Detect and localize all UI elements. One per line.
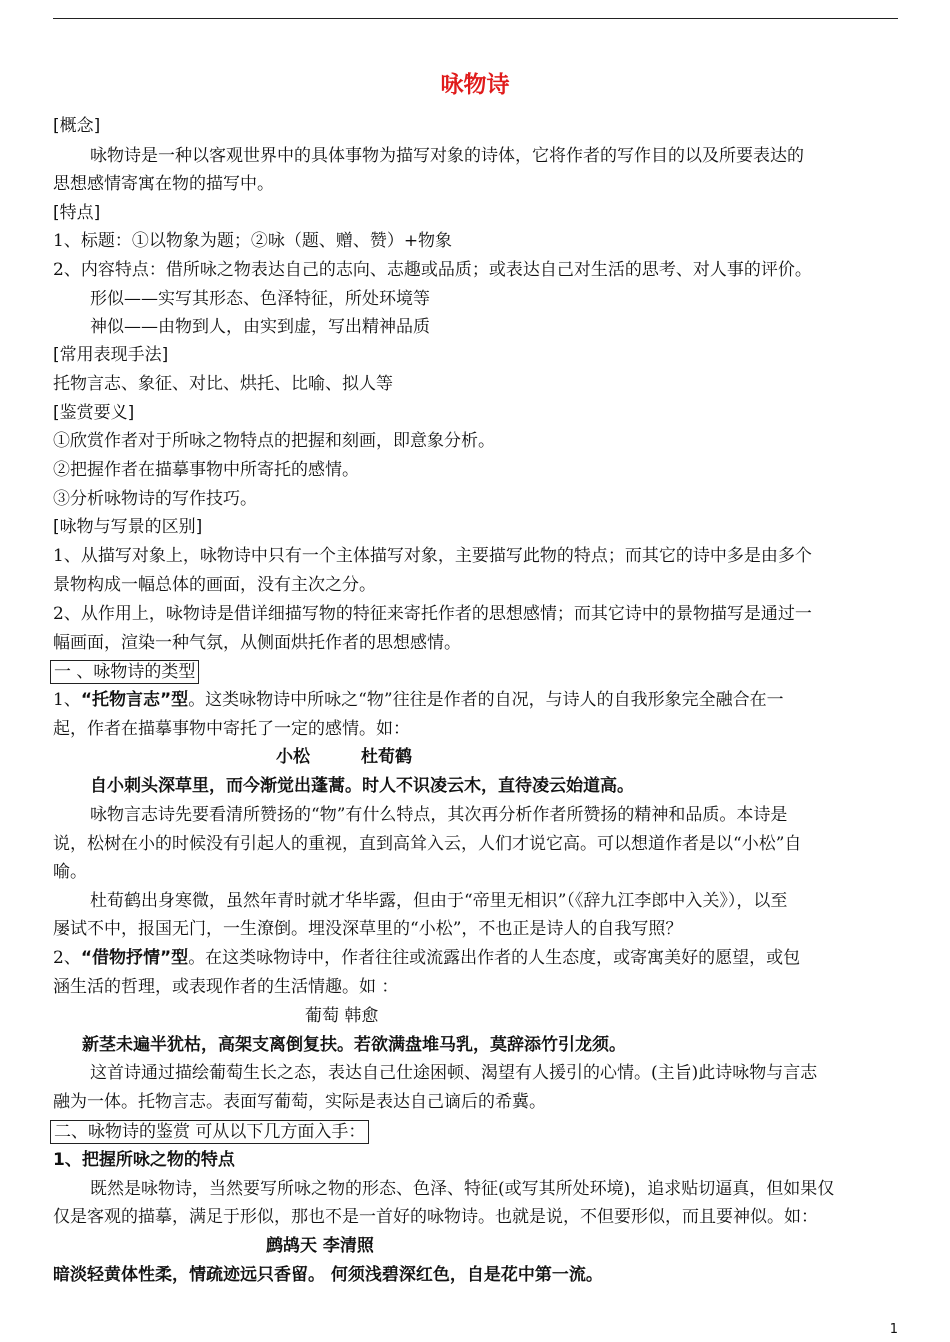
page-number: 1	[889, 1322, 898, 1337]
paragraph-line: 咏物诗是一种以客观世界中的具体事物为描写对象的诗体，它将作者的写作目的以及所要表达的	[90, 146, 804, 166]
paragraph-line: 仅是客观的描摹，满足于形似，那也不是一首好的咏物诗。也就是说，不但要形似，而且要神似。如：	[53, 1207, 818, 1227]
paragraph-line: 2、内容特点：借所咏之物表达自己的志向、志趣或品质；或表达自己对生活的思考、对人事的评价。	[53, 260, 812, 280]
paragraph-line: 屡试不中，报国无门，一生潦倒。埋没深草里的“小松”，不也正是诗人的自我写照？	[53, 919, 683, 939]
poem-text: 自小刺头深草里，而今渐觉出蓬蒿。时人不识凌云木，直待凌云始道高。	[90, 776, 634, 796]
text-run: 1、	[53, 690, 81, 710]
paragraph-line: 咏物言志诗先要看清所赞扬的“物”有什么特点，其次再分析作者所赞扬的精神和品质。本诗是	[90, 805, 788, 825]
paragraph-line	[53, 947, 800, 969]
paragraph-line: 喻。	[53, 862, 87, 882]
boxed-heading: 二、咏物诗的鉴赏 可从以下几方面入手：	[50, 1120, 369, 1144]
header-rule	[53, 18, 898, 19]
text-run: 。在这类咏物诗中，作者往往或流露出作者的人生态度，或寄寓美好的愿望，或包	[188, 948, 801, 968]
paragraph-line: 起，作者在描摹事物中寄托了一定的感情。如：	[53, 719, 410, 739]
poem-title: 葡萄 韩愈	[305, 1006, 379, 1026]
paragraph-line: 神似——由物到人，由实到虚，写出精神品质	[90, 317, 430, 337]
section-heading-difference: [咏物与写景的区别]	[53, 517, 203, 537]
section-heading-types	[53, 660, 199, 684]
paragraph-line: 景物构成一幅总体的画面，没有主次之分。	[53, 575, 376, 595]
paragraph-line: ③分析咏物诗的写作技巧。	[53, 489, 257, 509]
paragraph-line: 说，松树在小的时候没有引起人的重视，直到高耸入云，人们才说它高。可以想道作者是以“小松”自	[53, 834, 802, 854]
bold-run: “托物言志”型	[80, 690, 189, 710]
section-heading-techniques: [常用表现手法]	[53, 345, 169, 365]
poem-title: 小松 杜荀鹤	[276, 747, 412, 767]
poem-title: 鹧鸪天 李清照	[266, 1236, 374, 1256]
poem-text: 新茎未遍半犹枯，高架支离倒复扶。若欲满盘堆马乳，莫辞添竹引龙须。	[82, 1035, 626, 1055]
paragraph-line: 形似——实写其形态、色泽特征，所处环境等	[90, 289, 430, 309]
paragraph-line: ②把握作者在描摹事物中所寄托的感情。	[53, 460, 359, 480]
paragraph-line: 涵生活的哲理，或表现作者的生活情趣。如 ：	[53, 977, 399, 997]
poem-text: 暗淡轻黄体性柔，情疏迹远只香留。 何须浅碧深红色，自是花中第一流。	[53, 1265, 603, 1285]
paragraph-line: 思想感情寄寓在物的描写中。	[53, 174, 274, 194]
text-run: 2、	[53, 948, 81, 968]
paragraph-line: 2、从作用上，咏物诗是借详细描写物的特征来寄托作者的思想感情；而其它诗中的景物描写是通过一	[53, 604, 812, 624]
paragraph-line: 1、标题：①以物象为题；②咏（题、赠、赞）+物象	[53, 231, 453, 251]
paragraph-line: 融为一体。托物言志。表面写葡萄，实际是表达自己谪后的希冀。	[53, 1092, 546, 1112]
paragraph-line: 1、从描写对象上，咏物诗中只有一个主体描写对象，主要描写此物的特点；而其它的诗中多是由多个	[53, 546, 812, 566]
subheading: 1、把握所咏之物的特点	[53, 1150, 235, 1170]
boxed-heading: 一 、咏物诗的类型	[50, 660, 199, 684]
text-run: 。这类咏物诗中所咏之“物”往往是作者的自况，与诗人的自我形象完全融合在一	[188, 690, 784, 710]
paragraph-line: 这首诗通过描绘葡萄生长之态，表达自己仕途困顿、渴望有人援引的心情。(主旨)此诗咏物与言志	[90, 1063, 818, 1083]
paragraph-line: 既然是咏物诗，当然要写所咏之物的形态、色泽、特征(或写其所处环境)，追求贴切逼真，但如果仅	[90, 1179, 835, 1199]
paragraph-line: 托物言志、象征、对比、烘托、比喻、拟人等	[53, 374, 393, 394]
bold-run: “借物抒情”型	[80, 948, 189, 968]
section-heading-concept: [概念]	[53, 116, 101, 136]
section-heading-appreciation: [鉴赏要义]	[53, 403, 135, 423]
page-title: 咏物诗	[440, 72, 510, 98]
paragraph-line	[53, 689, 784, 711]
section-heading-appreciation-methods	[53, 1120, 369, 1144]
paragraph-line: 幅画面，渲染一种气氛，从侧面烘托作者的思想感情。	[53, 633, 461, 653]
section-heading-features: [特点]	[53, 203, 101, 223]
paragraph-line: 杜荀鹤出身寒微，虽然年青时就才华毕露，但由于“帝里无相识”（《辞九江李郎中入关》），以至	[90, 891, 788, 911]
paragraph-line: ①欣赏作者对于所咏之物特点的把握和刻画，即意象分析。	[53, 431, 495, 451]
